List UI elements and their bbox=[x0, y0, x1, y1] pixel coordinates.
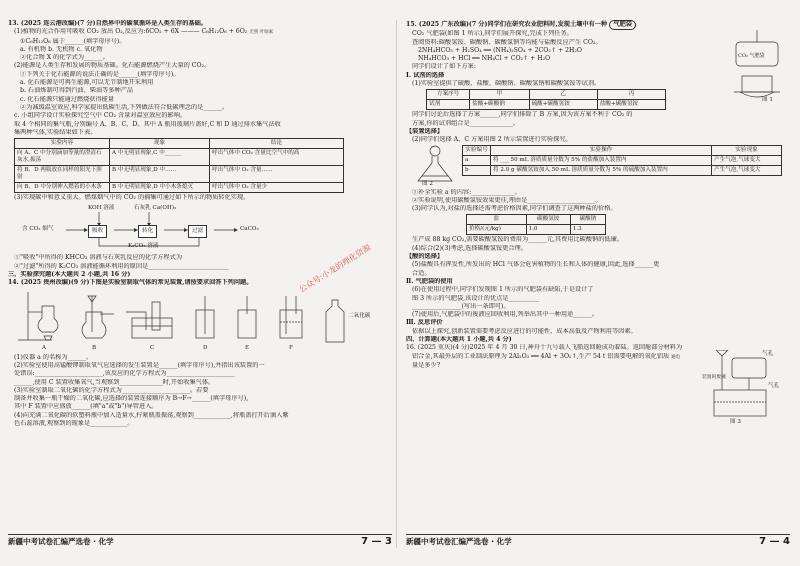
q15-line: (2)同学们选择 A、C 方案用图 2 所示装置进行实验探究。 bbox=[412, 136, 572, 144]
page-divider bbox=[396, 20, 397, 548]
figure-label: A bbox=[42, 344, 47, 351]
q14-line: (4)向充满二氧化碳的软塑料瓶中加入适量水,拧紧瓶盖振荡,观察到____________,将瓶盖打开后滴入紫 bbox=[14, 411, 289, 419]
q13-line: 取 4 个相同的集气瓶,分别编号 A、B、C、D。其中 A 瓶用玻璃片盖好,C 和 D 通过排水集气法收 bbox=[14, 120, 281, 128]
left-footer bbox=[8, 534, 392, 548]
q13-line: (2)能源是人类生存和发展的物质基础。化石能源燃烧产生大量的 CO₂。 bbox=[14, 62, 211, 70]
q15-line: (5)盐酸具有挥发性,所发出的 HCl 气体会危害植物的生长和人体的健康,因此,选择______更 bbox=[412, 261, 660, 269]
footer-title: 新疆中考试卷汇编严选卷 · 化学 bbox=[406, 537, 512, 547]
convert-box: 转化 bbox=[138, 225, 157, 237]
figure-label: C bbox=[150, 344, 155, 351]
q15-line: 生产成 88 kg CO₂,需要碳酸氢铵的费用为______元,其费用比碳酸钠的低廉。 bbox=[412, 236, 623, 244]
q14-line: 其中 F 装置中应盛放______(填"a"或"b")导管进入。 bbox=[14, 403, 158, 411]
q16-line: 铝合金,其最外层的工业制法原理为 2Al₂O₃ ══ 4Al + 3O₂↑,生产 54 t 铝需要电解的氧化铝质 通电 bbox=[412, 352, 681, 360]
vent-label: 气孔 bbox=[768, 383, 780, 389]
q14-heading: 14. (2025 贵州改编)(9 分)下图是实验室制取气体的常见装置,请按要求回答下列问题。 bbox=[8, 279, 253, 287]
q15-line: ①补全实验 a 的内容:______________。 bbox=[412, 188, 521, 196]
flask-balloon-drawing bbox=[410, 145, 460, 189]
k2co3-label: K₂CO₃ 溶液 bbox=[128, 243, 159, 250]
q14-line: (1)仪器 a 的名称为______。 bbox=[14, 353, 93, 361]
watermark: 公众号:小龙的理化资源 bbox=[297, 242, 373, 295]
apparatus-figures bbox=[8, 288, 392, 354]
q15-line: ②实验说明,使用碳酸氢铵效果更佳,理由是______________________。 bbox=[412, 196, 602, 204]
q15-equation: NH₄HCO₃ + HCl ══ NH₄Cl + CO₂↑ + H₂O bbox=[418, 55, 551, 63]
q13-line: a. 有机物 b. 无机物 c. 氧化物 bbox=[20, 45, 103, 53]
q13-line: (3)实现碳中和意义重大。燃煤烟气中的 CO₂ 的捕集可通过如下所示的物质转化实现。 bbox=[14, 194, 250, 202]
table-row: 将 B、D 两瓶放在同样的阳光下照射 B 中无明显现象,D 中…… 呼出气体中 O₂ 含量…… bbox=[15, 166, 344, 183]
absorb-box: 吸收 bbox=[88, 225, 107, 237]
q15-line: 方案,你的试剂组合是______________。 bbox=[412, 119, 520, 127]
q15-heading: 15. (2025 广东改编)(7 分)同学们在研究农业肥料时,发现土壤中有一种 气肥袋 bbox=[406, 20, 790, 30]
waste-label: 装置的废液 bbox=[702, 375, 726, 380]
figure-label: 图 1 bbox=[762, 97, 773, 103]
q15-line: (1)实验室提供了硫酸、盐酸、碳酸钠、碳酸氢钠和碳酸氢铵等试剂。 bbox=[412, 80, 601, 88]
q13-heading: 13. (2025 连云港改编)(7 分)自然界中的碳氧循环是人类生存的基础。 bbox=[8, 20, 207, 27]
q13-line: ①下列关于化石能源的说法正确的是______(填字母序号)。 bbox=[20, 70, 180, 78]
co2-label: 二氧化碳 bbox=[348, 312, 371, 319]
q13-line: c. 化石能源只能通过燃烧获得能量 bbox=[20, 95, 115, 103]
left-page bbox=[8, 20, 392, 548]
right-page bbox=[406, 20, 790, 548]
co2-bag-label: CO₂ 气肥袋 bbox=[738, 53, 765, 59]
q15-line: (4)综合(2)(3)考虑,选择碳酸氢铵更合理。 bbox=[412, 244, 527, 252]
lime-label: 石灰乳 Ca(OH)₂ bbox=[134, 205, 177, 212]
table-row: a 将 ___ 50 mL 溶质质量分数为 5% 的盐酸加入装置内 产生气泡,气球变大 bbox=[463, 155, 782, 165]
q15-line: ________________(写出一条即可)。 bbox=[412, 302, 510, 310]
apparatus-drawings bbox=[8, 288, 392, 354]
q15-line: 同学们设计了如下方案: bbox=[412, 63, 476, 71]
figure-label: E bbox=[245, 344, 250, 351]
section-heading: 【酸的选择】 bbox=[406, 253, 444, 261]
q13-line: ②为减缓温室效应,科学家提出低碳生活,下列做法符合低碳理念的是______。 bbox=[20, 103, 229, 111]
q16-line: 16. (2025 重庆)(4 分)2025 年 4 月 30 日,神舟十九号载人飞船返回舱成功着陆。返回舱部分材料为 bbox=[406, 344, 683, 352]
page-number: 7 — 4 bbox=[759, 536, 790, 548]
q15-line: 图 3 所示的气肥袋,该设计的优点是__________ bbox=[412, 294, 540, 302]
section-heading: Ⅲ. 反思评价 bbox=[406, 319, 443, 327]
scheme-table: 方案序号 甲 乙 丙 试剂 盐酸+碳酸钠 硫酸+碳酸氢铵 盐酸+碳酸氢铵 bbox=[426, 89, 666, 110]
flue-gas-label: 含 CO₂ 烟气 bbox=[22, 226, 54, 233]
q15-line: (7)使用后,气肥袋中的废液应回收利用,列举出其中一种用途______。 bbox=[412, 311, 598, 319]
carbon-capture-flowchart bbox=[8, 204, 392, 252]
gas-bag-drawing bbox=[726, 30, 788, 110]
q16-line: 量是多少? bbox=[412, 361, 441, 369]
figure-label: 图 2 bbox=[422, 180, 433, 187]
q13-line: c. 小组同学设计实验探究空气中 CO₂ 含量对温室效应的影响。 bbox=[14, 112, 187, 120]
table-header: 实验内容 bbox=[15, 139, 110, 149]
koh-label: KOH 溶液 bbox=[88, 205, 115, 212]
q14-line: 制备并收集一瓶干燥的二氧化碳,应选择的装置连接顺序为 B→F→______(填字母序号), bbox=[14, 395, 249, 403]
q14-line: ______,使用 C 装置收集氧气,当观察到______________时,开始收集气体。 bbox=[14, 378, 215, 386]
figure-3 bbox=[702, 350, 788, 430]
page-number: 7 — 3 bbox=[361, 536, 392, 548]
q13-line: ②"过滤"所得的 K₂CO₃ 溶液能循环利用的原因是__________________________ bbox=[14, 262, 229, 270]
q13-line: (1)植物的光合作用可吸收 CO₂ 放出 O₂,反应为:6CO₂ + 6X ——— C₆H₁₂O₆ + 6O₂ 光照 叶绿素 bbox=[14, 28, 274, 36]
table-row: 试剂 盐酸+碳酸钠 硫酸+碳酸氢铵 盐酸+碳酸氢铵 bbox=[427, 100, 666, 110]
q13-line: ①"吸收"中所得的 KHCO₃ 溶液与石灰乳反应的化学方程式为 bbox=[14, 254, 183, 262]
q13-line: ②化合物 X 的化学式为______。 bbox=[20, 54, 109, 62]
table-row: b 将 2.0 g 碳酸氢铵加入 50 mL 溶质质量分数为 5% 的硫酸加入装置内 产生气泡,气球变大 bbox=[463, 165, 782, 175]
section-heading: 三、实验探究题(本大题共 2 小题,共 16 分) bbox=[8, 271, 131, 279]
figure-label: 图 3 bbox=[730, 419, 741, 425]
caco3-label: CaCO₃ bbox=[240, 226, 259, 233]
q15-line: (6)在使用过程中,同学们发现图 1 所示的气肥袋有缺陷,于是设计了 bbox=[412, 286, 594, 294]
vent-label: 气孔 bbox=[762, 351, 774, 357]
q14-line: 处错误:______________________,该反应的化学方程式为______________________ bbox=[14, 370, 235, 378]
q15-line: 同学们讨论后选择了方案______,同学们排除了 B 方案,因为该方案不利于 CO₂ 的 bbox=[412, 111, 633, 119]
table-row: 价格/(元/kg) 1.0 1.3 bbox=[467, 225, 606, 235]
right-footer bbox=[406, 534, 790, 548]
table-row: 向 A、C 中分别滴加等量的澄清石灰水,振荡 A 中无明显现象,C 中______ 呼出气体中 CO₂ 含量比空气中的高 bbox=[15, 149, 344, 166]
q15-equation: 2NH₄HCO₃ + H₂SO₄ ══ (NH₄)₂SO₄ + 2CO₂↑ + 2H₂O bbox=[418, 46, 583, 54]
section-heading: Ⅰ. 试剂的选择 bbox=[406, 71, 445, 79]
q15-line: CO₂ 气肥袋(如图 1 所示),同学们展开探究,完成下列任务。 bbox=[412, 30, 573, 38]
q14-line: 色石蕊溶液,观察到的现象是____________。 bbox=[14, 420, 134, 428]
section-heading: 【装置选择】 bbox=[406, 127, 444, 135]
price-table: 盐 碳酸氢铵 碳酸钠 价格/(元/kg) 1.0 1.3 bbox=[466, 214, 606, 235]
experiment-block bbox=[406, 145, 790, 189]
footer-title: 新疆中考试卷汇编严选卷 · 化学 bbox=[8, 537, 114, 547]
experiment-table: 实验编号 实验操作 实验现象 a 将 ___ 50 mL 溶质质量分数为 5% 的盐酸加入装置内 产生气泡,气球变大 b 将 2.0 g 碳酸氢铵加入 50 mL 溶质质量分数为 5% 的硫酸加入装置内 产生气泡,气球变大 bbox=[462, 145, 782, 176]
table-header: 结论 bbox=[210, 139, 344, 149]
figure-label: B bbox=[92, 344, 97, 351]
figure-label: D bbox=[203, 344, 208, 351]
q15-badge: 气肥袋 bbox=[609, 20, 636, 30]
q13-experiment-table bbox=[14, 138, 344, 193]
q15-line: 合适。 bbox=[412, 269, 431, 277]
figure-label: F bbox=[289, 344, 293, 351]
q13-line: 集两种气体,实验结果如下表。 bbox=[14, 128, 97, 136]
section-heading: Ⅱ. 气肥袋的使用 bbox=[406, 277, 453, 285]
q14-line: (2)实验室使用高锰酸钾制取氧气应选择的发生装置是______(填字母序号),并指出该装置的一 bbox=[14, 361, 265, 369]
q13-line: b. 石油炼制可得到汽油、柴油等多种产品 bbox=[20, 87, 134, 95]
table-row: 向 B、D 中分别伸入燃着的小木条 B 中无明显现象,D 中小木条熄灭 呼出气体中 O₂ 含量少 bbox=[15, 183, 344, 193]
q13-line: ①C₆H₁₂O₆ 属于______(填字母序号)。 bbox=[20, 37, 126, 45]
table-header: 现象 bbox=[110, 139, 210, 149]
q15-line: 查阅资料:碳酸氢铵、碳酸钠、碳酸氢钠等均能与盐酸反应产生 CO₂。 bbox=[412, 38, 602, 46]
q15-line: (3)同学认为,对盐的选择还需考虑价格因素,同学们调查了这两种盐的价格。 bbox=[412, 205, 617, 213]
figure-1 bbox=[726, 30, 788, 110]
section-heading: 四、计算题(本大题共 1 小题,共 4 分) bbox=[406, 336, 512, 344]
q14-line: (3)实验室制取二氧化碳的化学方程式为______________________。若要 bbox=[14, 386, 209, 394]
q15-line: 依据以上探究,创新装置需要考虑反应进行的可能性、成本高低及产物利用等因素。 bbox=[412, 327, 637, 335]
q13-line: a. 化石能源是可再生能源,可以无节制地开采利用 bbox=[20, 79, 154, 87]
filter-box: 过滤 bbox=[188, 225, 207, 237]
